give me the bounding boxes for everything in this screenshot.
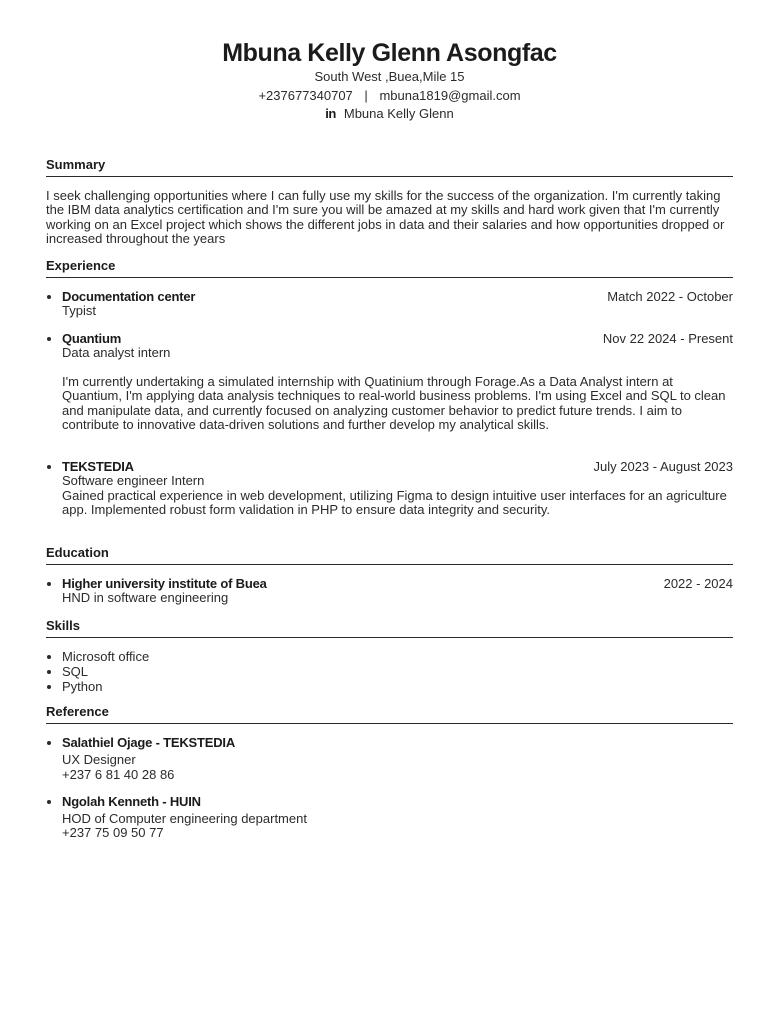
summary-title: Summary <box>46 158 733 177</box>
skill-item: • Python <box>62 679 733 694</box>
linkedin-row <box>46 105 733 124</box>
linkedin-link[interactable]: Mbuna Kelly Glenn <box>343 106 454 121</box>
reference-item <box>62 795 733 841</box>
summary-text: I seek challenging opportunities where I can fully use my skills for the success of the organization. I'm currently taking the IBM data analytics certification and I'm sure you will be amazed at my skills and hard work given that I'm currently working on an Excel project which shows the different jobs in data and their salaries and how opportunities dropped or increased throughout the years <box>46 187 725 246</box>
experience-org: • Documentation center <box>62 288 196 304</box>
skills-title: Skills <box>46 619 733 638</box>
experience-description: I'm currently undertaking a simulated internship with Quatinium through Forage.As a Data Analyst intern at Quantium, I'm applying data analysis techniques to real-world business problems. I'm using Excel and SQL to clean and manipulate data, and currently focused on analyzing customer behavior to predict future trends. I aim to contribute to innovative data-driven solutions and further develop my analytical skills. <box>62 373 726 432</box>
phone-number: +237677340707 <box>258 87 353 103</box>
email-link[interactable]: mbuna1819@gmail.com <box>379 87 521 103</box>
reference-role: UX Designer <box>62 752 136 767</box>
resume-page <box>46 38 733 840</box>
experience-role: Data analyst intern <box>62 345 171 360</box>
reference-section <box>46 705 733 841</box>
education-item <box>62 577 733 606</box>
education-school: • Higher university institute of Buea <box>62 575 267 591</box>
experience-org: • Quantium <box>62 330 122 346</box>
reference-title: Reference <box>46 705 733 724</box>
experience-description: Gained practical experience in web development, utilizing Figma to design intuitive user interfaces for an agriculture app. Implemented robust form validation in PHP to ensure data integrity and security. <box>62 487 727 517</box>
linkedin-icon[interactable]: in <box>325 106 336 121</box>
contact-line <box>46 87 733 106</box>
location: South West ,Buea,Mile 15 <box>314 69 465 84</box>
contact-separator: | <box>364 87 368 103</box>
reference-name: • Ngolah Kenneth - HUIN <box>62 794 201 809</box>
reference-phone: +237 6 81 40 28 86 <box>62 766 175 782</box>
experience-role: Software engineer Intern <box>62 473 205 488</box>
candidate-name: Mbuna Kelly Glenn Asongfac <box>222 39 557 67</box>
education-degree: HND in software engineering <box>62 590 229 605</box>
experience-item <box>62 460 733 518</box>
education-section <box>46 546 733 606</box>
reference-name: • Salathiel Ojage - TEKSTEDIA <box>62 734 236 750</box>
reference-item <box>62 736 733 783</box>
experience-dates: July 2023 - August 2023 <box>593 458 733 474</box>
experience-title: Experience <box>46 259 733 278</box>
experience-org: • TEKSTEDIA <box>62 458 134 474</box>
experience-item <box>62 290 733 319</box>
experience-dates: Match 2022 - October <box>607 288 733 304</box>
experience-section <box>46 259 733 518</box>
summary-section <box>46 158 733 247</box>
skills-section <box>46 619 733 694</box>
reference-role: HOD of Computer engineering department <box>62 810 307 826</box>
experience-dates: Nov 22 2024 - Present <box>602 330 733 346</box>
skill-item: • Microsoft office <box>62 649 733 664</box>
education-title: Education <box>46 546 733 565</box>
skill-item: • SQL <box>62 664 733 679</box>
education-dates: 2022 - 2024 <box>663 575 733 591</box>
experience-item <box>62 332 733 433</box>
experience-role: Typist <box>62 303 96 318</box>
reference-phone: +237 75 09 50 77 <box>62 825 164 840</box>
